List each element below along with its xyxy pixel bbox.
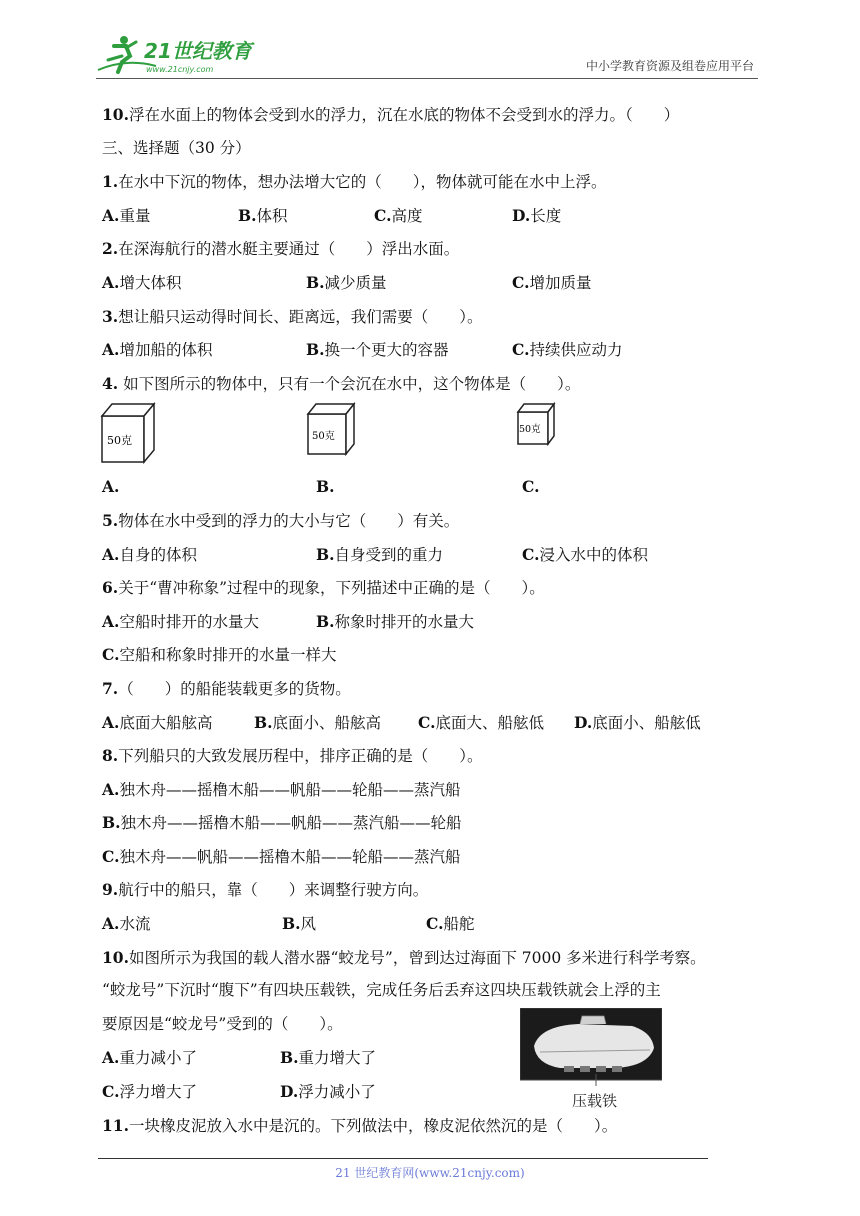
option-c: C.持续供应动力 bbox=[512, 340, 623, 360]
option-b: B.称象时排开的水量大 bbox=[316, 611, 475, 631]
question-6-options bbox=[102, 605, 782, 639]
submersible-photo bbox=[520, 1008, 662, 1112]
option-c: C.增加质量 bbox=[512, 272, 592, 292]
option-d: D.底面小、船舷低 bbox=[574, 712, 701, 732]
option-c: C.底面大、船舷低 bbox=[418, 712, 544, 732]
question-11: 11.一块橡皮泥放入水中是沉的。下列做法中，橡皮泥依然沉的是（ ）。 bbox=[102, 1115, 618, 1135]
svg-text:www.21cnjy.com: www.21cnjy.com bbox=[146, 65, 214, 74]
question-7-options bbox=[102, 706, 782, 740]
cube-figures bbox=[102, 400, 782, 470]
question-3: 3.想让船只运动得时间长、距离远，我们需要（ ）。 bbox=[102, 306, 483, 326]
figure-caption: 压载铁 bbox=[572, 1092, 618, 1110]
question-10-options-1 bbox=[102, 1041, 782, 1075]
question-9: 9.航行中的船只，靠（ ）来调整行驶方向。 bbox=[102, 880, 429, 900]
question-2: 2.在深海航行的潜水艇主要通过（ ）浮出水面。 bbox=[102, 239, 460, 259]
option-b: B.底面小、船舷高 bbox=[254, 712, 382, 732]
option-a: A. bbox=[102, 477, 120, 497]
question-8-option-b: B.独木舟——摇橹木船——帆船——蒸汽船——轮船 bbox=[102, 813, 462, 833]
question-10-cont-2: 要原因是“蛟龙号”受到的（ ）。 bbox=[102, 1014, 343, 1033]
footer-text: 21 世纪教育网(www.21cnjy.com) bbox=[335, 1166, 525, 1180]
option-a: A.自身的体积 bbox=[102, 544, 197, 564]
question-10: 10.如图所示为我国的载人潜水器“蛟龙号”，曾到达过海面下 7000 多米进行科学考察。 bbox=[102, 947, 706, 967]
question-5: 5.物体在水中受到的浮力的大小与它（ ）有关。 bbox=[102, 510, 460, 530]
svg-text:50克: 50克 bbox=[107, 434, 132, 448]
question-1-options bbox=[102, 199, 782, 233]
site-logo bbox=[96, 32, 266, 76]
question-4: 4. 如下图所示的物体中，只有一个会沉在水中，这个物体是（ ）。 bbox=[102, 373, 581, 393]
question-content bbox=[102, 98, 782, 1142]
question-9-options bbox=[102, 907, 782, 941]
question-1: 1.在水中下沉的物体，想办法增大它的（ ），物体就可能在水中上浮。 bbox=[102, 172, 607, 192]
option-d: D.长度 bbox=[512, 205, 562, 225]
cube-c-figure bbox=[516, 402, 558, 448]
platform-name: 中小学教育资源及组卷应用平台 bbox=[585, 59, 754, 73]
judge-question-10: 10.浮在水面上的物体会受到水的浮力，沉在水底的物体不会受到水的浮力。（ ） bbox=[102, 105, 680, 124]
question-10-options-2 bbox=[102, 1075, 782, 1109]
question-3-options bbox=[102, 333, 782, 367]
option-a: A.重量 bbox=[102, 205, 151, 225]
section-title: 三、选择题（30 分） bbox=[102, 138, 251, 157]
question-10-cont: “蛟龙号”下沉时“腹下”有四块压载铁，完成任务后丢弃这四块压载铁就会上浮的主 bbox=[102, 981, 661, 1000]
question-5-options bbox=[102, 538, 782, 572]
question-7: 7.（ ）的船能装载更多的货物。 bbox=[102, 678, 351, 698]
svg-text:21世纪教育: 21世纪教育 bbox=[144, 39, 252, 63]
option-b: B.自身受到的重力 bbox=[316, 544, 444, 564]
question-8: 8.下列船只的大致发展历程中，排序正确的是（ ）。 bbox=[102, 746, 483, 766]
option-a: A.底面大船舷高 bbox=[102, 712, 213, 732]
question-2-options bbox=[102, 266, 782, 300]
option-a: A.水流 bbox=[102, 914, 151, 934]
option-b: B.换一个更大的容器 bbox=[306, 340, 449, 360]
option-c: C. bbox=[522, 477, 540, 497]
cube-b-figure bbox=[306, 402, 358, 458]
option-b: B.减少质量 bbox=[306, 272, 387, 292]
question-4-options bbox=[102, 470, 782, 504]
option-c: C.高度 bbox=[374, 205, 423, 225]
option-a: A.增大体积 bbox=[102, 272, 182, 292]
question-8-option-c: C.独木舟——帆船——摇橹木船——轮船——蒸汽船 bbox=[102, 846, 461, 866]
page-header bbox=[96, 30, 758, 79]
option-b: B.体积 bbox=[238, 205, 288, 225]
option-b: B.重力增大了 bbox=[280, 1048, 377, 1068]
option-c: C.船舵 bbox=[426, 914, 475, 934]
svg-text:50克: 50克 bbox=[519, 424, 541, 436]
option-c: C.浮力增大了 bbox=[102, 1082, 197, 1102]
option-b: B.风 bbox=[282, 914, 317, 934]
option-d: D.浮力减小了 bbox=[280, 1082, 376, 1102]
footer-divider bbox=[98, 1158, 708, 1159]
question-6: 6.关于“曹冲称象”过程中的现象，下列描述中正确的是（ ）。 bbox=[102, 578, 545, 598]
svg-text:50克: 50克 bbox=[312, 431, 335, 443]
option-c: C.浸入水中的体积 bbox=[522, 544, 648, 564]
question-6-option-c: C.空船和称象时排开的水量一样大 bbox=[102, 645, 337, 665]
option-b: B. bbox=[316, 477, 335, 497]
cube-a-figure bbox=[100, 402, 158, 466]
option-a: A.空船时排开的水量大 bbox=[102, 611, 259, 631]
question-8-option-a: A.独木舟——摇橹木船——帆船——轮船——蒸汽船 bbox=[102, 779, 461, 799]
option-a: A.重力减小了 bbox=[102, 1048, 197, 1068]
option-a: A.增加船的体积 bbox=[102, 340, 213, 360]
